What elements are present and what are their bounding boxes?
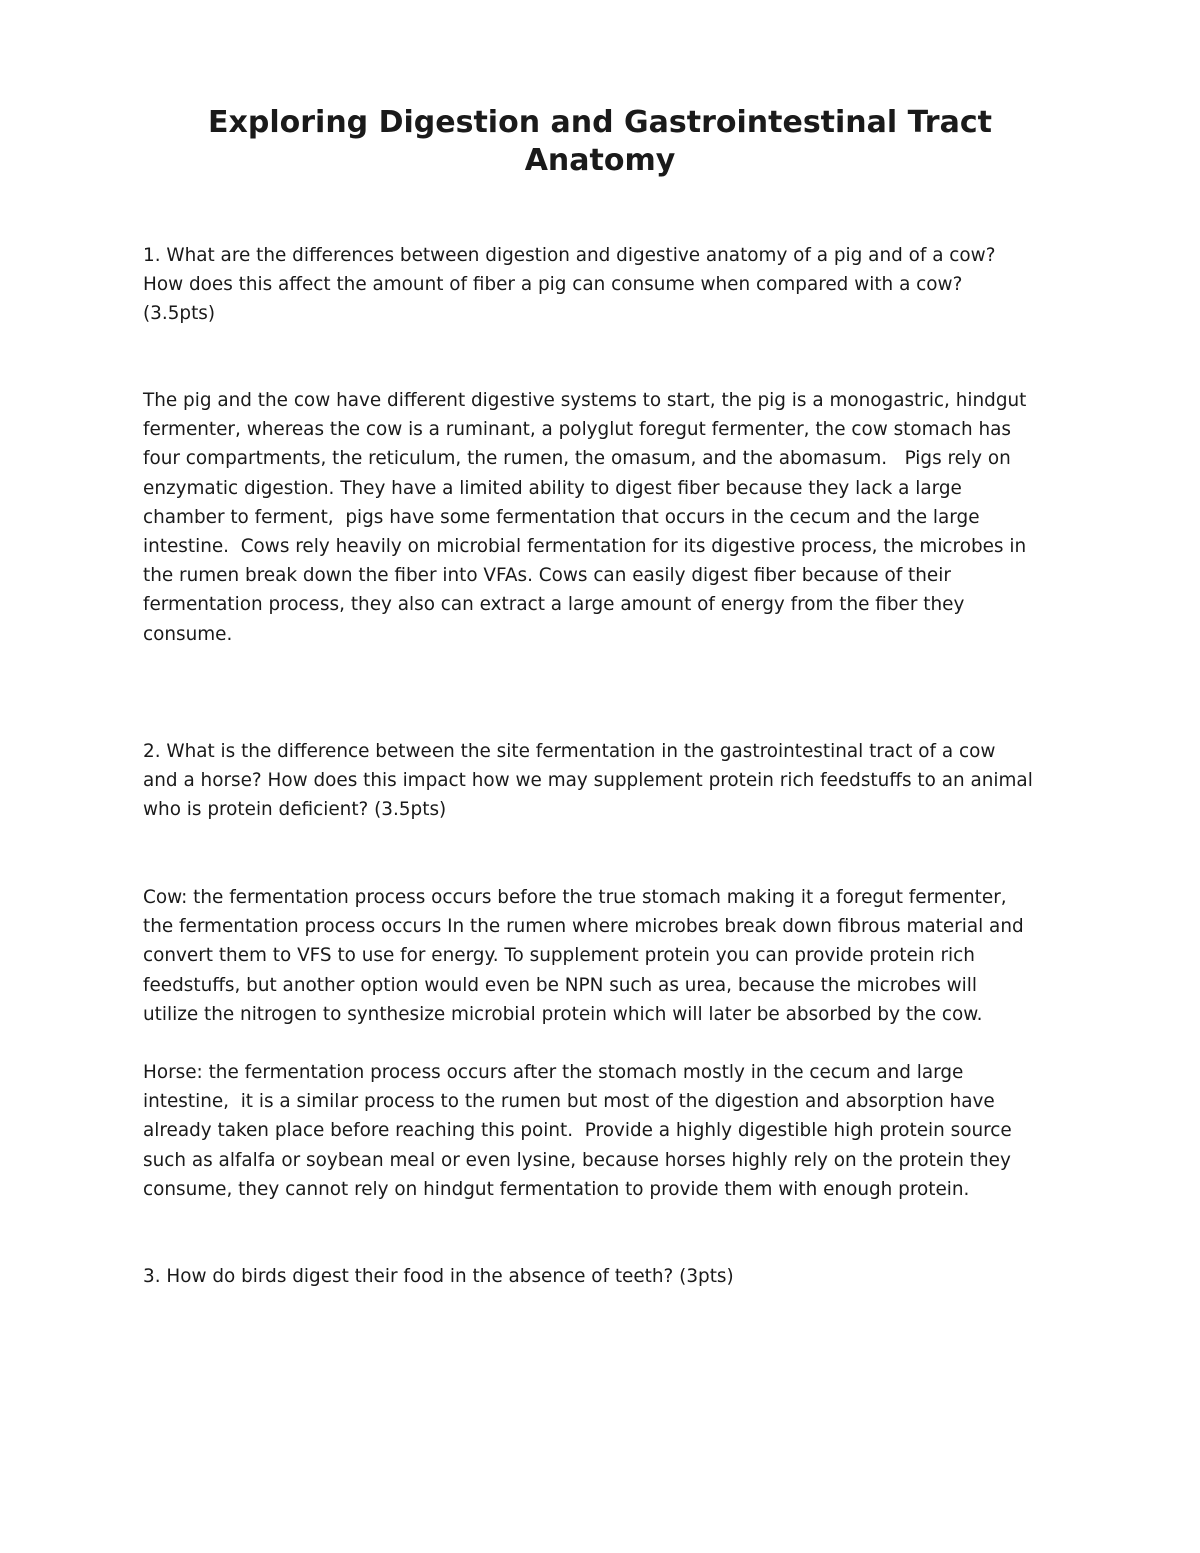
answer-2-cow-line: the fermentation process occurs In the rumen where microbes break down fibrous material and [143,916,1024,938]
question-1-line: 1. What are the differences between digestion and digestive anatomy of a pig and of a cow? [143,245,996,266]
question-2-line: and a horse? How does this impact how we may supplement protein rich feedstuffs to an animal [143,770,1033,792]
question-2 [143,737,1063,825]
answer-2-horse [143,1058,1063,1204]
answer-1-line: fermenter, whereas the cow is a ruminant, a polyglut foregut fermenter, the cow stomach has [143,419,1011,441]
answer-2-cow-line: Cow: the fermentation process occurs before the true stomach making it a foregut fermenter, [143,887,1007,908]
answer-2-horse-line: such as alfalfa or soybean meal or even lysine, because horses highly rely on the protein they [143,1149,1011,1171]
answer-1-line: enzymatic digestion. They have a limited ability to digest fiber because they lack a large [143,477,962,499]
answer-1-line: the rumen break down the fiber into VFAs. Cows can easily digest fiber because of their [143,565,951,587]
question-3-line: 3. How do birds digest their food in the absence of teeth? (3pts) [143,1266,734,1287]
answer-2-horse-line: consume, they cannot rely on hindgut fermentation to provide them with enough protein. [143,1178,970,1200]
answer-2-cow-line: convert them to VFS to use for energy. To supplement protein you can provide protein rich [143,945,975,967]
answer-2-horse-line: already taken place before reaching this point. Provide a highly digestible high protein source [143,1120,1012,1142]
answer-1-line: consume. [143,623,233,645]
question-3 [143,1262,1063,1291]
title-line-2: Anatomy [524,143,676,178]
document-title [120,104,1080,180]
question-1-line: (3.5pts) [143,303,216,325]
answer-2-cow-line: feedstuffs, but another option would even be NPN such as urea, because the microbes will [143,974,977,996]
answer-2-cow [143,883,1063,1029]
answer-1 [143,386,1063,649]
answer-2-horse-line: intestine, it is a similar process to the rumen but most of the digestion and absorption have [143,1091,995,1113]
question-1 [143,241,1063,329]
question-2-line: who is protein deficient? (3.5pts) [143,799,447,821]
answer-1-line: intestine. Cows rely heavily on microbial fermentation for its digestive process, the microbes in [143,536,1027,558]
answer-1-line: fermentation process, they also can extract a large amount of energy from the fiber they [143,594,965,616]
answer-1-line: four compartments, the reticulum, the rumen, the omasum, and the abomasum. Pigs rely on [143,448,1011,470]
question-1-line: How does this affect the amount of fiber a pig can consume when compared with a cow? [143,274,963,296]
answer-1-line: The pig and the cow have different digestive systems to start, the pig is a monogastric, hindgut [143,390,1027,411]
answer-2-horse-line: Horse: the fermentation process occurs after the stomach mostly in the cecum and large [143,1062,964,1083]
question-2-line: 2. What is the difference between the site fermentation in the gastrointestinal tract of a cow [143,741,996,762]
title-line-1: Exploring Digestion and Gastrointestinal Tract [208,105,992,140]
answer-2-cow-line: utilize the nitrogen to synthesize microbial protein which will later be absorbed by the cow. [143,1003,983,1025]
answer-1-line: chamber to ferment, pigs have some fermentation that occurs in the cecum and the large [143,506,980,528]
